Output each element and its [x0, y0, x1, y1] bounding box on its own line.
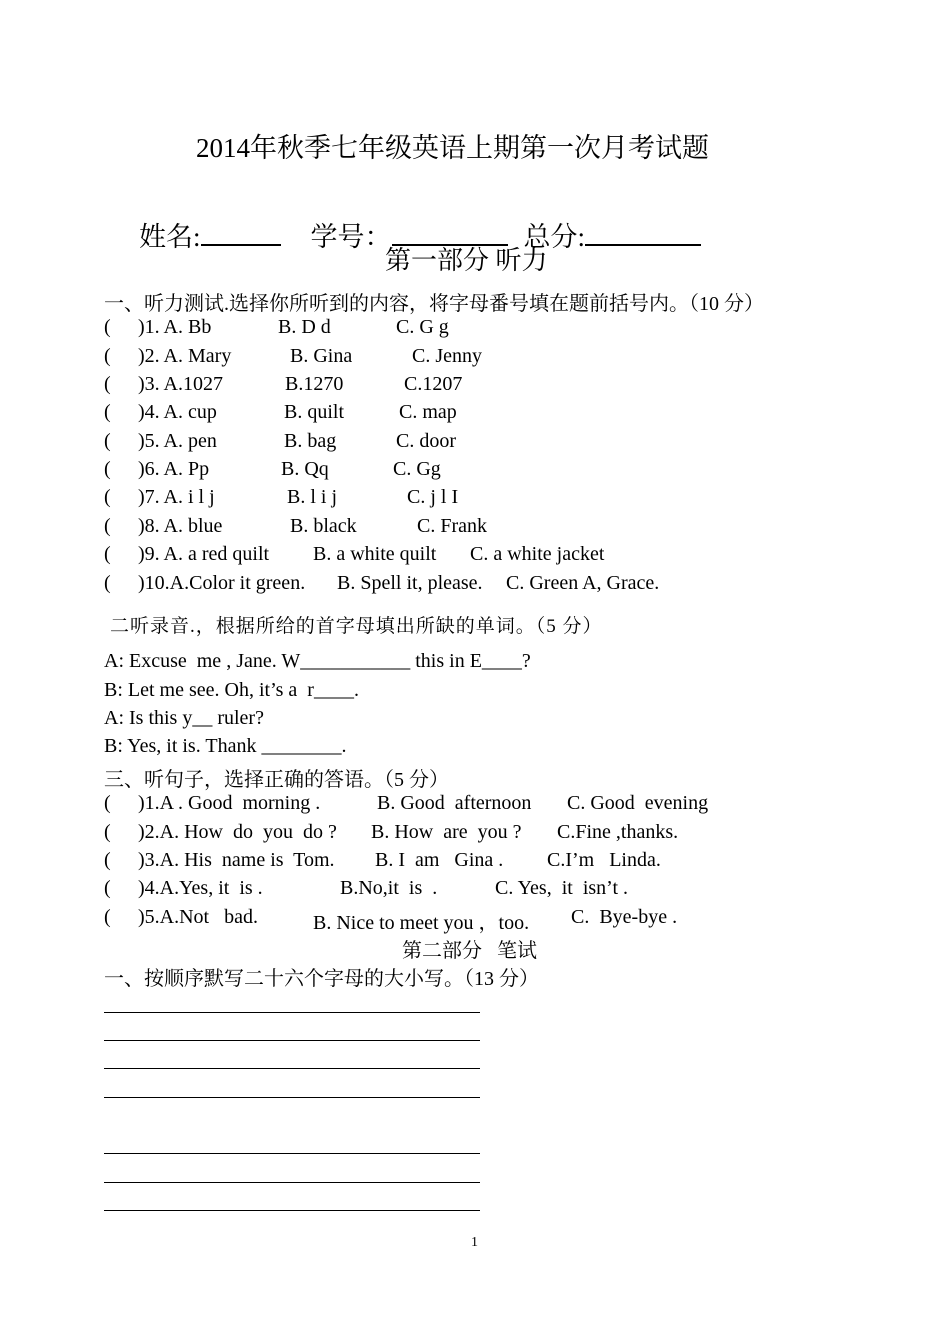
- dialogue-line: A: Excuse me , Jane. W___________ this in E____?: [104, 650, 531, 672]
- s3-option-c: C. Bye-bye .: [571, 906, 678, 928]
- s1-option-b: B.1270: [285, 373, 344, 395]
- s1-option-b: B. Qq: [281, 458, 329, 480]
- s3-paren[interactable]: (: [104, 821, 111, 843]
- s1-option-b: B. quilt: [284, 401, 345, 423]
- total-blank[interactable]: [585, 222, 701, 246]
- s3-option-b: B. How are you ?: [371, 821, 522, 843]
- s1-paren[interactable]: (: [104, 401, 111, 423]
- s1-paren[interactable]: (: [104, 316, 111, 338]
- s1-paren[interactable]: (: [104, 373, 111, 395]
- dialogue-line: B: Yes, it is. Thank ________.: [104, 735, 347, 757]
- page-title: 2014年秋季七年级英语上期第一次月考试题: [196, 133, 709, 163]
- total-label: 总分:: [523, 222, 586, 252]
- section4-heading: 一、按顺序默写二十六个字母的大小写。（13 分）: [104, 968, 539, 990]
- s1-paren[interactable]: (: [104, 486, 111, 508]
- writing-line[interactable]: [104, 1097, 480, 1098]
- s3-paren[interactable]: (: [104, 906, 111, 928]
- name-blank[interactable]: [201, 222, 281, 246]
- part2-heading: 第二部分 笔试: [402, 940, 537, 962]
- s1-option-b: B. l i j: [287, 486, 338, 508]
- name-label: 姓名:: [139, 222, 201, 252]
- s1-option-a: )8. A. blue: [138, 515, 223, 537]
- s1-option-a: )6. A. Pp: [138, 458, 210, 480]
- s1-paren[interactable]: (: [104, 430, 111, 452]
- s1-option-b: B. D d: [278, 316, 331, 338]
- s3-option-c: C.I’m Linda.: [547, 849, 661, 871]
- s1-option-b: B. black: [290, 515, 357, 537]
- s1-option-c: C. Jenny: [412, 345, 482, 367]
- s1-paren[interactable]: (: [104, 572, 111, 594]
- s3-option-a: )5.A.Not bad.: [138, 906, 258, 928]
- s1-option-c: C. j l I: [407, 486, 459, 508]
- s1-option-a: )7. A. i l j: [138, 486, 215, 508]
- s1-option-a: )10.A.Color it green.: [138, 572, 306, 594]
- s3-option-b: B. Good afternoon: [377, 792, 532, 814]
- s1-option-c: C. Green A, Grace.: [506, 572, 660, 594]
- s3-option-a: )1.A . Good morning .: [138, 792, 321, 814]
- s3-option-a: )2.A. How do you do ?: [138, 821, 337, 843]
- s3-option-b: B.No,it is .: [340, 877, 438, 899]
- dialogue-line: B: Let me see. Oh, it’s a r____.: [104, 679, 359, 701]
- s3-paren[interactable]: (: [104, 792, 111, 814]
- s3-option-c: C.Fine ,thanks.: [557, 821, 679, 843]
- s1-option-c: C. door: [396, 430, 456, 452]
- s3-option-b: B. Nice to meet you ，too.: [313, 912, 530, 934]
- section2-heading: 二听录音.，根据所给的首字母填出所缺的单词。（5 分）: [110, 616, 603, 637]
- s3-paren[interactable]: (: [104, 877, 111, 899]
- s3-option-c: C. Yes, it isn’t .: [495, 877, 629, 899]
- number-label: 学号：: [310, 222, 392, 252]
- s1-option-c: C.1207: [404, 373, 463, 395]
- s1-paren[interactable]: (: [104, 345, 111, 367]
- part1-heading: 第一部分 听力: [385, 246, 548, 275]
- s1-option-a: )3. A.1027: [138, 373, 223, 395]
- s1-option-a: )2. A. Mary: [138, 345, 232, 367]
- s1-option-b: B. bag: [284, 430, 337, 452]
- s1-option-b: B. Spell it, please.: [337, 572, 483, 594]
- s3-option-b: B. I am Gina .: [375, 849, 504, 871]
- dialogue-line: A: Is this y__ ruler?: [104, 707, 264, 729]
- writing-line[interactable]: [104, 1182, 480, 1183]
- writing-line[interactable]: [104, 1210, 480, 1211]
- s1-option-c: C. a white jacket: [470, 543, 605, 565]
- s1-option-a: )5. A. pen: [138, 430, 217, 452]
- writing-line[interactable]: [104, 1068, 480, 1069]
- s1-option-a: )1. A. Bb: [138, 316, 212, 338]
- s1-paren[interactable]: (: [104, 543, 111, 565]
- s1-paren[interactable]: (: [104, 515, 111, 537]
- s1-option-a: )9. A. a red quilt: [138, 543, 270, 565]
- s1-option-c: C. Frank: [417, 515, 487, 537]
- s3-paren[interactable]: (: [104, 849, 111, 871]
- s3-option-a: )3.A. His name is Tom.: [138, 849, 335, 871]
- writing-line[interactable]: [104, 1153, 480, 1154]
- s1-option-c: C. Gg: [393, 458, 441, 480]
- s3-option-a: )4.A.Yes, it is .: [138, 877, 263, 899]
- s1-option-b: B. a white quilt: [313, 543, 437, 565]
- s1-option-b: B. Gina: [290, 345, 353, 367]
- s1-option-c: C. map: [399, 401, 457, 423]
- s3-option-c: C. Good evening: [567, 792, 709, 814]
- section1-heading: 一、听力测试.选择你所听到的内容，将字母番号填在题前括号内。（10 分）: [104, 293, 764, 315]
- s1-option-a: )4. A. cup: [138, 401, 217, 423]
- writing-line[interactable]: [104, 1040, 480, 1041]
- section3-heading: 三、听句子，选择正确的答语。（5 分）: [104, 769, 449, 791]
- s1-option-c: C. G g: [396, 316, 449, 338]
- page-number: 1: [471, 1235, 478, 1250]
- writing-line[interactable]: [104, 1012, 480, 1013]
- s1-paren[interactable]: (: [104, 458, 111, 480]
